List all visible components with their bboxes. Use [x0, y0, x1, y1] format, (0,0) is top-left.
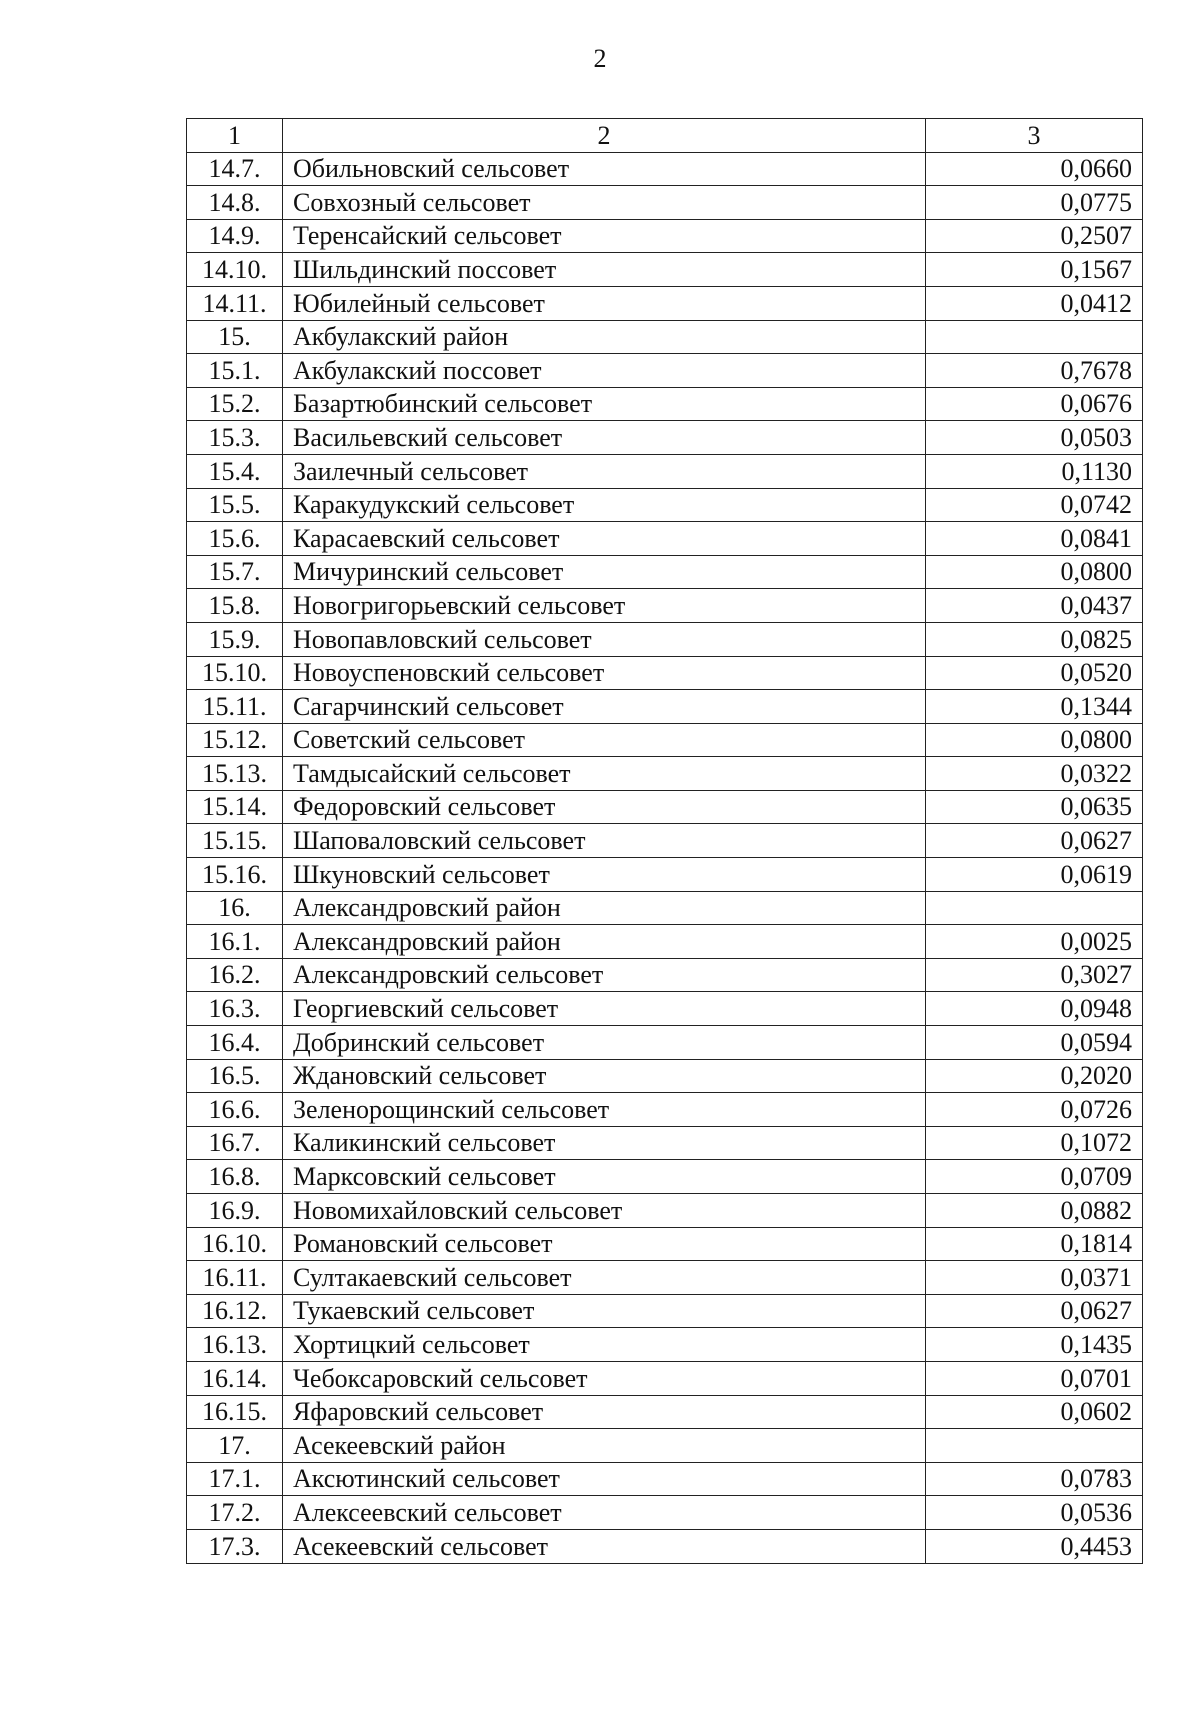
row-number-cell: 15.7.	[187, 555, 283, 589]
row-name-cell: Новомихайловский сельсовет	[283, 1194, 926, 1228]
table-row	[187, 1261, 1143, 1295]
row-value-cell: 0,7678	[926, 354, 1143, 388]
row-name-cell: Султакаевский сельсовет	[283, 1261, 926, 1295]
row-number-cell: 17.1.	[187, 1462, 283, 1496]
row-number-cell: 16.13.	[187, 1328, 283, 1362]
table-row	[187, 1093, 1143, 1127]
table-row	[187, 522, 1143, 556]
row-value-cell: 0,0742	[926, 488, 1143, 522]
row-value-cell: 0,0800	[926, 555, 1143, 589]
row-name-cell: Акбулакский район	[283, 320, 926, 354]
row-value-cell: 0,0701	[926, 1361, 1143, 1395]
row-number-cell: 15.15.	[187, 824, 283, 858]
table-row	[187, 454, 1143, 488]
table-row	[187, 555, 1143, 589]
row-value-cell: 0,2020	[926, 1059, 1143, 1093]
row-value-cell: 0,0322	[926, 757, 1143, 791]
table-row	[187, 589, 1143, 623]
row-name-cell: Хортицкий сельсовет	[283, 1328, 926, 1362]
row-number-cell: 16.	[187, 891, 283, 925]
row-number-cell: 17.3.	[187, 1529, 283, 1563]
row-name-cell: Новоуспеновский сельсовет	[283, 656, 926, 690]
row-value-cell: 0,3027	[926, 958, 1143, 992]
row-number-cell: 15.6.	[187, 522, 283, 556]
row-name-cell: Асекеевский сельсовет	[283, 1529, 926, 1563]
row-name-cell: Добринский сельсовет	[283, 1026, 926, 1060]
row-number-cell: 16.9.	[187, 1194, 283, 1228]
table-row	[187, 186, 1143, 220]
row-number-cell: 17.	[187, 1429, 283, 1463]
row-number-cell: 15.9.	[187, 622, 283, 656]
table-row	[187, 992, 1143, 1026]
row-name-cell: Акбулакский поссовет	[283, 354, 926, 388]
row-name-cell: Аксютинский сельсовет	[283, 1462, 926, 1496]
row-number-cell: 15.13.	[187, 757, 283, 791]
row-value-cell: 0,1130	[926, 454, 1143, 488]
table-header-row	[187, 119, 1143, 153]
row-name-cell: Тамдысайский сельсовет	[283, 757, 926, 791]
row-name-cell: Тукаевский сельсовет	[283, 1294, 926, 1328]
table-row	[187, 1361, 1143, 1395]
row-value-cell: 0,0825	[926, 622, 1143, 656]
row-name-cell: Александровский район	[283, 925, 926, 959]
row-name-cell: Федоровский сельсовет	[283, 790, 926, 824]
table-row	[187, 1328, 1143, 1362]
row-number-cell: 15.12.	[187, 723, 283, 757]
row-number-cell: 14.10.	[187, 253, 283, 287]
row-value-cell	[926, 891, 1143, 925]
table-row	[187, 1529, 1143, 1563]
row-name-cell: Юбилейный сельсовет	[283, 286, 926, 320]
row-value-cell: 0,0882	[926, 1194, 1143, 1228]
table-row	[187, 1160, 1143, 1194]
row-number-cell: 16.3.	[187, 992, 283, 1026]
table-row	[187, 1227, 1143, 1261]
row-number-cell: 14.9.	[187, 219, 283, 253]
page-number: 2	[593, 44, 607, 73]
row-value-cell: 0,1435	[926, 1328, 1143, 1362]
table-row	[187, 219, 1143, 253]
table-row	[187, 1059, 1143, 1093]
row-name-cell: Карасаевский сельсовет	[283, 522, 926, 556]
row-name-cell: Зеленорощинский сельсовет	[283, 1093, 926, 1127]
table-row	[187, 253, 1143, 287]
row-number-cell: 15.1.	[187, 354, 283, 388]
row-name-cell: Чебоксаровский сельсовет	[283, 1361, 926, 1395]
table-row	[187, 1126, 1143, 1160]
row-number-cell: 16.7.	[187, 1126, 283, 1160]
row-name-cell: Романовский сельсовет	[283, 1227, 926, 1261]
table-body	[187, 119, 1143, 1564]
row-name-cell: Совхозный сельсовет	[283, 186, 926, 220]
row-value-cell: 0,4453	[926, 1529, 1143, 1563]
table-row	[187, 925, 1143, 959]
row-value-cell	[926, 1429, 1143, 1463]
row-number-cell: 16.1.	[187, 925, 283, 959]
row-value-cell: 0,1814	[926, 1227, 1143, 1261]
row-value-cell: 0,0412	[926, 286, 1143, 320]
row-value-cell: 0,0371	[926, 1261, 1143, 1295]
row-value-cell: 0,0619	[926, 858, 1143, 892]
row-name-cell: Новопавловский сельсовет	[283, 622, 926, 656]
row-value-cell: 0,0536	[926, 1496, 1143, 1530]
table-row	[187, 1194, 1143, 1228]
row-name-cell: Обильновский сельсовет	[283, 152, 926, 186]
table-row	[187, 622, 1143, 656]
row-number-cell: 15.14.	[187, 790, 283, 824]
table-row	[187, 723, 1143, 757]
row-name-cell: Каракудукский сельсовет	[283, 488, 926, 522]
row-number-cell: 15.3.	[187, 421, 283, 455]
table-row	[187, 1294, 1143, 1328]
row-value-cell: 0,0948	[926, 992, 1143, 1026]
row-number-cell: 16.14.	[187, 1361, 283, 1395]
table-row	[187, 354, 1143, 388]
table-row	[187, 387, 1143, 421]
table-row	[187, 1429, 1143, 1463]
row-number-cell: 16.10.	[187, 1227, 283, 1261]
row-value-cell	[926, 320, 1143, 354]
row-name-cell: Новогригорьевский сельсовет	[283, 589, 926, 623]
row-value-cell: 0,0025	[926, 925, 1143, 959]
row-value-cell: 0,0841	[926, 522, 1143, 556]
table-row	[187, 320, 1143, 354]
row-value-cell: 0,1567	[926, 253, 1143, 287]
table-row	[187, 757, 1143, 791]
row-name-cell: Заилечный сельсовет	[283, 454, 926, 488]
data-table	[186, 118, 1143, 1564]
row-value-cell: 0,1344	[926, 690, 1143, 724]
table-row	[187, 690, 1143, 724]
row-value-cell: 0,2507	[926, 219, 1143, 253]
row-number-cell: 16.12.	[187, 1294, 283, 1328]
row-value-cell: 0,0520	[926, 656, 1143, 690]
row-number-cell: 16.2.	[187, 958, 283, 992]
row-number-cell: 15.5.	[187, 488, 283, 522]
row-number-cell: 16.11.	[187, 1261, 283, 1295]
row-value-cell: 0,0602	[926, 1395, 1143, 1429]
row-name-cell: Теренсайский сельсовет	[283, 219, 926, 253]
table-row	[187, 656, 1143, 690]
table-row	[187, 1496, 1143, 1530]
row-value-cell: 0,0503	[926, 421, 1143, 455]
row-name-cell: Асекеевский район	[283, 1429, 926, 1463]
table-row	[187, 488, 1143, 522]
row-number-cell: 15.8.	[187, 589, 283, 623]
header-cell-value: 3	[926, 119, 1143, 153]
table-row	[187, 824, 1143, 858]
row-name-cell: Шаповаловский сельсовет	[283, 824, 926, 858]
row-name-cell: Шильдинский поссовет	[283, 253, 926, 287]
row-name-cell: Марксовский сельсовет	[283, 1160, 926, 1194]
row-number-cell: 16.15.	[187, 1395, 283, 1429]
row-name-cell: Мичуринский сельсовет	[283, 555, 926, 589]
row-name-cell: Александровский сельсовет	[283, 958, 926, 992]
table-row	[187, 1462, 1143, 1496]
row-value-cell: 0,0594	[926, 1026, 1143, 1060]
row-number-cell: 16.5.	[187, 1059, 283, 1093]
row-value-cell: 0,0676	[926, 387, 1143, 421]
row-number-cell: 15.4.	[187, 454, 283, 488]
row-number-cell: 15.16.	[187, 858, 283, 892]
row-value-cell: 0,0775	[926, 186, 1143, 220]
row-number-cell: 14.11.	[187, 286, 283, 320]
row-value-cell: 0,0660	[926, 152, 1143, 186]
row-value-cell: 0,0437	[926, 589, 1143, 623]
row-name-cell: Шкуновский сельсовет	[283, 858, 926, 892]
row-value-cell: 0,0627	[926, 824, 1143, 858]
row-name-cell: Яфаровский сельсовет	[283, 1395, 926, 1429]
row-name-cell: Ждановский сельсовет	[283, 1059, 926, 1093]
row-name-cell: Александровский район	[283, 891, 926, 925]
table-row	[187, 858, 1143, 892]
row-number-cell: 15.2.	[187, 387, 283, 421]
table-row	[187, 421, 1143, 455]
row-name-cell: Базартюбинский сельсовет	[283, 387, 926, 421]
row-number-cell: 14.7.	[187, 152, 283, 186]
row-number-cell: 16.8.	[187, 1160, 283, 1194]
row-value-cell: 0,0800	[926, 723, 1143, 757]
row-value-cell: 0,0726	[926, 1093, 1143, 1127]
row-number-cell: 14.8.	[187, 186, 283, 220]
row-number-cell: 15.	[187, 320, 283, 354]
row-value-cell: 0,0783	[926, 1462, 1143, 1496]
row-number-cell: 15.10.	[187, 656, 283, 690]
header-cell-name: 2	[283, 119, 926, 153]
row-value-cell: 0,0635	[926, 790, 1143, 824]
table-row	[187, 790, 1143, 824]
table-row	[187, 1395, 1143, 1429]
table-row	[187, 958, 1143, 992]
row-value-cell: 0,0627	[926, 1294, 1143, 1328]
row-name-cell: Сагарчинский сельсовет	[283, 690, 926, 724]
table-row	[187, 1026, 1143, 1060]
row-name-cell: Каликинский сельсовет	[283, 1126, 926, 1160]
row-number-cell: 15.11.	[187, 690, 283, 724]
table-row	[187, 152, 1143, 186]
row-name-cell: Алексеевский сельсовет	[283, 1496, 926, 1530]
header-cell-number: 1	[187, 119, 283, 153]
row-number-cell: 16.4.	[187, 1026, 283, 1060]
row-name-cell: Георгиевский сельсовет	[283, 992, 926, 1026]
row-name-cell: Советский сельсовет	[283, 723, 926, 757]
table-row	[187, 286, 1143, 320]
row-number-cell: 17.2.	[187, 1496, 283, 1530]
table-row	[187, 891, 1143, 925]
row-value-cell: 0,0709	[926, 1160, 1143, 1194]
row-name-cell: Васильевский сельсовет	[283, 421, 926, 455]
row-number-cell: 16.6.	[187, 1093, 283, 1127]
row-value-cell: 0,1072	[926, 1126, 1143, 1160]
